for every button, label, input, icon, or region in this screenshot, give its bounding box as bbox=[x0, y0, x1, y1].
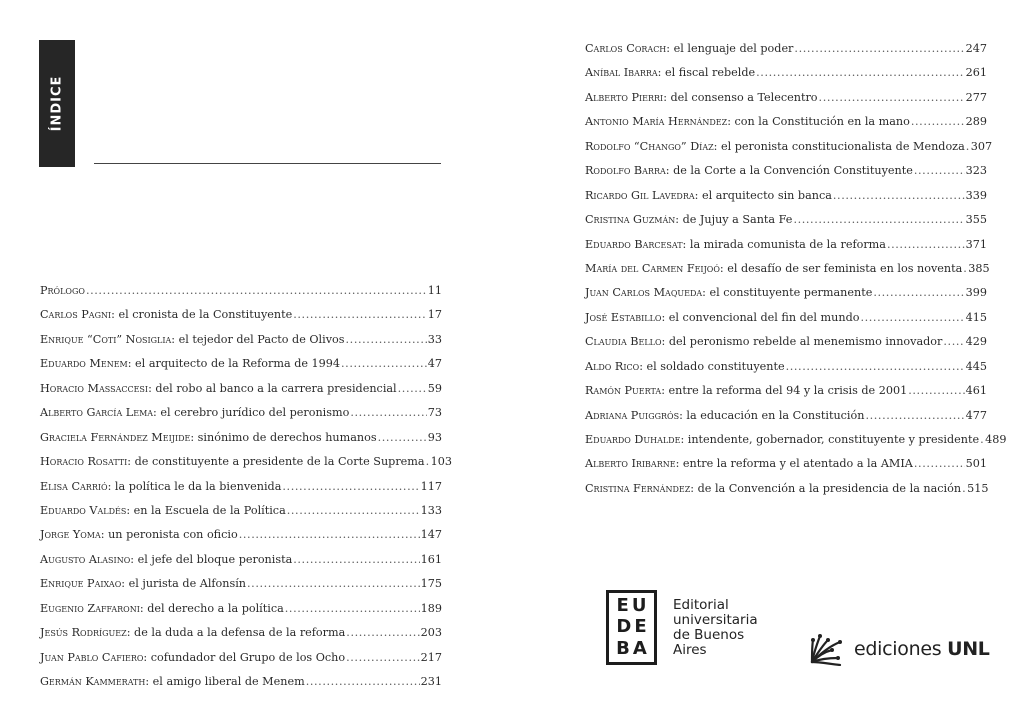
toc-entry-page: 161 bbox=[420, 552, 442, 566]
toc-left-page bbox=[40, 279, 452, 694]
eudeba-letters-3: BA bbox=[616, 638, 650, 660]
toc-entry-name: Ramón Puerta bbox=[585, 384, 662, 398]
toc-entry-heading bbox=[585, 330, 942, 354]
toc-entry-title: : el cronista de la Constituyente bbox=[111, 308, 293, 322]
toc-entry-page: 247 bbox=[965, 42, 987, 55]
toc-entry-title: : cofundador del Grupo de los Ocho bbox=[143, 650, 346, 664]
toc-entry-heading bbox=[585, 306, 859, 330]
toc-entry bbox=[40, 670, 442, 694]
toc-entry bbox=[40, 621, 442, 645]
toc-entry-leader bbox=[865, 404, 964, 428]
toc-entry-page: 399 bbox=[965, 286, 987, 300]
toc-entry-title: : intendente, gobernador, constituyente y presidente bbox=[680, 433, 980, 446]
toc-entry-page: 17 bbox=[427, 308, 442, 322]
toc-entry-heading bbox=[585, 452, 913, 476]
toc-entry-heading bbox=[585, 184, 832, 208]
toc-entry-heading bbox=[585, 159, 913, 183]
toc-entry-name: Horacio Massaccesi bbox=[40, 381, 149, 395]
toc-entry bbox=[40, 597, 442, 621]
toc-entry-heading bbox=[585, 428, 979, 452]
toc-entry-title: : sinónimo de derechos humanos bbox=[190, 430, 377, 444]
toc-entry-name: María del Carmen Feijoó bbox=[585, 261, 720, 275]
index-title: ÍNDICE bbox=[49, 75, 65, 132]
toc-entry-name: Enrique “Coti” Nosiglia bbox=[40, 332, 172, 346]
eudeba-wordmark bbox=[673, 598, 758, 658]
toc-entry-page: 515 bbox=[967, 481, 989, 495]
toc-entry-name: Eugenio Zaffaroni bbox=[40, 601, 140, 615]
toc-entry-name: José Estabillo bbox=[585, 310, 662, 324]
toc-entry-heading bbox=[40, 328, 345, 352]
toc-entry-name: Cristina Fernández bbox=[585, 481, 691, 495]
toc-entry-title: : la mirada comunista de la reforma bbox=[682, 237, 886, 251]
toc-entry-title: : en la Escuela de la Política bbox=[126, 503, 286, 517]
toc-entry bbox=[585, 208, 987, 232]
toc-entry-name: Juan Pablo Cafiero bbox=[40, 650, 144, 664]
toc-entry-leader bbox=[860, 306, 964, 330]
toc-entry-heading bbox=[585, 379, 907, 403]
toc-entry-title: : el lenguaje del poder bbox=[666, 42, 794, 55]
toc-entry-title: : de Jujuy a Santa Fe bbox=[675, 213, 793, 227]
toc-entry-heading bbox=[40, 352, 340, 376]
toc-entry bbox=[40, 352, 442, 376]
toc-entry-name: Germán Kammerath bbox=[40, 675, 146, 688]
toc-entry-name: Eduardo Valdés bbox=[40, 503, 127, 517]
toc-entry-title: : con la Constitución en la mano bbox=[727, 115, 910, 129]
toc-entry-title: : del derecho a la política bbox=[139, 601, 284, 615]
toc-entry bbox=[585, 330, 987, 354]
toc-entry bbox=[40, 572, 442, 596]
toc-entry-leader bbox=[398, 377, 427, 401]
toc-entry bbox=[585, 135, 993, 159]
toc-entry-name: Eduardo Duhalde bbox=[585, 433, 681, 446]
toc-entry-leader bbox=[346, 646, 420, 670]
eudeba-line-1: Editorial bbox=[673, 596, 729, 613]
toc-entry-heading bbox=[40, 597, 284, 621]
toc-entry bbox=[585, 379, 987, 403]
eudeba-line-2: universitaria bbox=[673, 611, 758, 628]
toc-entry-heading bbox=[40, 621, 345, 645]
toc-entry-title: : el convencional del fin del mundo bbox=[661, 310, 860, 324]
toc-entry-leader bbox=[86, 279, 427, 303]
toc-entry-page: 175 bbox=[420, 577, 442, 591]
toc-entry-name: Alberto García Lema bbox=[40, 406, 154, 420]
toc-entry bbox=[585, 184, 987, 208]
toc-entry-page: 461 bbox=[965, 384, 987, 398]
toc-entry-page: 261 bbox=[965, 66, 987, 80]
toc-right-page bbox=[585, 37, 1007, 501]
toc-entry-name: Eduardo Barcesat bbox=[585, 237, 683, 251]
toc-entry-heading bbox=[585, 61, 755, 85]
toc-entry-heading bbox=[40, 475, 281, 499]
toc-entry-page: 33 bbox=[427, 332, 442, 346]
toc-entry-page: 117 bbox=[420, 479, 442, 493]
toc-entry-leader bbox=[911, 110, 965, 134]
toc-entry bbox=[585, 355, 987, 379]
toc-entry-title: : el jurista de Alfonsín bbox=[121, 577, 247, 591]
toc-entry bbox=[585, 110, 987, 134]
toc-entry-name: Adriana Puiggrós bbox=[585, 408, 680, 422]
toc-entry-leader bbox=[914, 159, 965, 183]
toc-entry-title: : la política le da la bienvenida bbox=[107, 479, 282, 493]
toc-entry-name: Claudia Bello bbox=[585, 335, 662, 349]
toc-entry-heading bbox=[585, 37, 793, 61]
toc-entry bbox=[585, 428, 1007, 452]
eudeba-logo-mark bbox=[606, 590, 657, 665]
toc-entry-heading bbox=[40, 450, 425, 474]
toc-entry-leader bbox=[306, 670, 420, 694]
toc-entry-leader bbox=[350, 401, 426, 425]
toc-entry-leader bbox=[943, 330, 964, 354]
toc-entry-page: 189 bbox=[420, 601, 442, 615]
toc-entry-page: 93 bbox=[427, 430, 442, 444]
toc-entry bbox=[40, 475, 442, 499]
toc-entry-page: 147 bbox=[420, 528, 442, 542]
unl-wordmark bbox=[854, 638, 990, 660]
toc-entry bbox=[40, 499, 442, 523]
toc-entry-title: : del peronismo rebelde al menemismo innovador bbox=[661, 335, 943, 349]
toc-entry-leader bbox=[793, 208, 964, 232]
toc-entry bbox=[40, 523, 442, 547]
toc-entry-name: Eduardo Menem bbox=[40, 357, 128, 371]
toc-entry-title: : de la duda a la defensa de la reforma bbox=[126, 626, 346, 640]
toc-entry bbox=[585, 452, 987, 476]
toc-entry-heading bbox=[585, 135, 965, 159]
toc-entry-page: 59 bbox=[427, 381, 442, 395]
toc-entry-leader bbox=[963, 257, 967, 281]
toc-entry-page: 501 bbox=[965, 457, 987, 471]
eudeba-line-3: de Buenos bbox=[673, 626, 745, 643]
toc-entry-leader bbox=[378, 426, 427, 450]
toc-entry-page: 477 bbox=[965, 408, 987, 422]
toc-entry-page: 231 bbox=[420, 675, 442, 688]
toc-entry-name: Carlos Corach bbox=[585, 42, 667, 55]
toc-entry-name: Horacio Rosatti bbox=[40, 455, 128, 469]
toc-entry-title: : el constituyente permanente bbox=[702, 286, 873, 300]
toc-entry bbox=[585, 159, 987, 183]
toc-entry bbox=[40, 401, 442, 425]
toc-entry bbox=[40, 548, 442, 572]
toc-entry bbox=[585, 281, 987, 305]
toc-entry-title: : de la Corte a la Convención Constituyente bbox=[665, 164, 913, 178]
toc-entry-title: : el soldado constituyente bbox=[639, 359, 785, 373]
toc-entry-title: : entre la reforma del 94 y la crisis de 2001 bbox=[661, 384, 908, 398]
eudeba-letters-2: DE bbox=[616, 616, 650, 638]
index-tab bbox=[39, 40, 75, 167]
toc-entry-page: 415 bbox=[965, 310, 987, 324]
toc-entry-heading bbox=[40, 670, 305, 694]
toc-entry-name: Juan Carlos Maqueda bbox=[585, 286, 703, 300]
toc-entry-title: : el tejedor del Pacto de Olivos bbox=[171, 332, 345, 346]
toc-entry-name: Augusto Alasino bbox=[40, 552, 131, 566]
toc-entry-heading bbox=[585, 257, 962, 281]
toc-entry bbox=[585, 477, 987, 501]
toc-entry-name: Carlos Pagni bbox=[40, 308, 112, 322]
toc-entry-page: 103 bbox=[430, 455, 452, 469]
toc-entry-leader bbox=[756, 61, 965, 85]
toc-entry-name: Elisa Carrió bbox=[40, 479, 108, 493]
toc-entry-leader bbox=[914, 452, 965, 476]
toc-entry bbox=[585, 306, 987, 330]
toc-entry-heading bbox=[40, 646, 345, 670]
toc-entry-page: 73 bbox=[427, 406, 442, 420]
toc-entry-name: Rodolfo Barra bbox=[585, 164, 666, 178]
toc-entry-page: 489 bbox=[985, 433, 1007, 446]
toc-entry-heading bbox=[585, 208, 792, 232]
eudeba-letters-1: EU bbox=[616, 594, 650, 616]
toc-entry-leader bbox=[293, 303, 427, 327]
toc-entry-title: : el peronista constitucionalista de Mendoza bbox=[713, 139, 965, 153]
toc-entry bbox=[40, 303, 442, 327]
toc-entry-leader bbox=[980, 428, 984, 452]
toc-entry-heading bbox=[40, 279, 85, 303]
toc-entry-name: Alberto Pierri bbox=[585, 90, 664, 104]
unl-burst-icon bbox=[808, 632, 846, 666]
toc-entry-heading bbox=[585, 233, 886, 257]
toc-entry bbox=[585, 61, 987, 85]
toc-entry-page: 385 bbox=[968, 261, 990, 275]
toc-entry-heading bbox=[585, 355, 785, 379]
toc-entry-leader bbox=[426, 450, 430, 474]
toc-entry-title: : el arquitecto sin banca bbox=[694, 188, 832, 202]
toc-entry-title: : del consenso a Telecentro bbox=[663, 90, 818, 104]
toc-entry-leader bbox=[819, 86, 965, 110]
toc-entry-name: Graciela Fernández Meijide bbox=[40, 430, 191, 444]
toc-entry-page: 429 bbox=[965, 335, 987, 349]
toc-entry-title: : el amigo liberal de Menem bbox=[145, 675, 305, 688]
toc-entry-leader bbox=[833, 184, 965, 208]
toc-entry-page: 289 bbox=[965, 115, 987, 129]
toc-entry-title: : el fiscal rebelde bbox=[657, 66, 756, 80]
toc-entry-name: Jesús Rodríguez bbox=[40, 626, 127, 640]
toc-entry-leader bbox=[282, 475, 419, 499]
toc-entry-name: Aníbal Ibarra bbox=[585, 66, 658, 80]
toc-entry bbox=[585, 404, 987, 428]
toc-entry-heading bbox=[585, 477, 961, 501]
toc-entry-heading bbox=[40, 377, 397, 401]
toc-entry-heading bbox=[40, 401, 349, 425]
toc-entry-heading bbox=[40, 499, 286, 523]
toc-entry bbox=[40, 646, 442, 670]
toc-entry-name: Ricardo Gil Lavedra bbox=[585, 188, 695, 202]
toc-entry-title: : un peronista con oficio bbox=[100, 528, 238, 542]
toc-entry-page: 339 bbox=[965, 188, 987, 202]
toc-entry-page: 355 bbox=[965, 213, 987, 227]
toc-entry-title: : el cerebro jurídico del peronismo bbox=[153, 406, 350, 420]
toc-entry bbox=[40, 450, 452, 474]
toc-entry bbox=[585, 233, 987, 257]
toc-entry-title: : el jefe del bloque peronista bbox=[130, 552, 293, 566]
toc-entry-leader bbox=[239, 523, 420, 547]
toc-entry-title: : el desafío de ser feminista en los noventa bbox=[719, 261, 963, 275]
toc-entry bbox=[40, 426, 442, 450]
toc-entry-leader bbox=[786, 355, 965, 379]
toc-entry bbox=[585, 86, 987, 110]
toc-entry-leader bbox=[287, 499, 420, 523]
toc-entry-page: 307 bbox=[970, 139, 993, 153]
toc-entry-name: Aldo Rico bbox=[585, 359, 640, 373]
toc-entry-leader bbox=[962, 477, 966, 501]
toc-entry-page: 203 bbox=[420, 626, 442, 640]
toc-entry-name: Prólogo bbox=[40, 284, 85, 297]
toc-entry bbox=[585, 257, 990, 281]
toc-entry-page: 47 bbox=[427, 357, 442, 371]
toc-entry-heading bbox=[585, 86, 818, 110]
toc-entry-title: : la educación en la Constitución bbox=[679, 408, 865, 422]
toc-entry bbox=[40, 279, 442, 303]
toc-entry-name: Cristina Guzmán bbox=[585, 213, 676, 227]
toc-entry-heading bbox=[40, 548, 292, 572]
toc-entry-title: : entre la reforma y el atentado a la AMIA bbox=[675, 457, 913, 471]
toc-entry-leader bbox=[293, 548, 419, 572]
ediciones-unl-logo bbox=[808, 632, 990, 666]
toc-entry-leader bbox=[887, 233, 965, 257]
toc-entry-name: Antonio María Hernández bbox=[585, 115, 728, 129]
toc-entry-leader bbox=[794, 37, 964, 61]
eudeba-logo bbox=[606, 590, 758, 665]
toc-entry-heading bbox=[585, 110, 910, 134]
toc-entry-page: 371 bbox=[965, 237, 987, 251]
toc-entry bbox=[40, 328, 442, 352]
toc-entry-leader bbox=[247, 572, 420, 596]
toc-entry-heading bbox=[40, 303, 292, 327]
unl-acronym: UNL bbox=[947, 638, 990, 660]
toc-entry-page: 323 bbox=[965, 164, 987, 178]
toc-entry-title: : el arquitecto de la Reforma de 1994 bbox=[127, 357, 341, 371]
unl-ediciones: ediciones bbox=[854, 638, 942, 660]
toc-entry-leader bbox=[341, 352, 427, 376]
toc-entry-title: : de constituyente a presidente de la Corte Suprema bbox=[127, 455, 425, 469]
toc-entry-name: Rodolfo “Chango” Díaz bbox=[585, 139, 714, 153]
toc-entry-heading bbox=[40, 426, 377, 450]
toc-entry-leader bbox=[873, 281, 964, 305]
toc-entry-title: : del robo al banco a la carrera presidencial bbox=[148, 381, 397, 395]
toc-entry-leader bbox=[908, 379, 964, 403]
toc-entry-title: : de la Convención a la presidencia de la nación bbox=[690, 481, 962, 495]
toc-entry-heading bbox=[585, 404, 864, 428]
toc-entry-name: Alberto Iribarne bbox=[585, 457, 676, 471]
toc-entry-leader bbox=[346, 621, 419, 645]
toc-entry-name: Jorge Yoma bbox=[40, 528, 101, 542]
toc-entry bbox=[40, 377, 442, 401]
toc-entry-heading bbox=[40, 523, 238, 547]
toc-entry-page: 445 bbox=[965, 359, 987, 373]
toc-entry-heading bbox=[585, 281, 872, 305]
toc-entry-name: Enrique Paixao bbox=[40, 577, 122, 591]
toc-entry-leader bbox=[285, 597, 420, 621]
toc-entry-leader bbox=[966, 135, 970, 159]
toc-entry bbox=[585, 37, 987, 61]
toc-entry-page: 11 bbox=[427, 284, 442, 297]
toc-entry-heading bbox=[40, 572, 246, 596]
toc-entry-page: 133 bbox=[420, 503, 442, 517]
title-rule bbox=[94, 163, 441, 164]
eudeba-line-4: Aires bbox=[673, 641, 707, 658]
toc-entry-page: 217 bbox=[420, 650, 442, 664]
toc-entry-page: 277 bbox=[965, 90, 987, 104]
toc-entry-leader bbox=[346, 328, 427, 352]
